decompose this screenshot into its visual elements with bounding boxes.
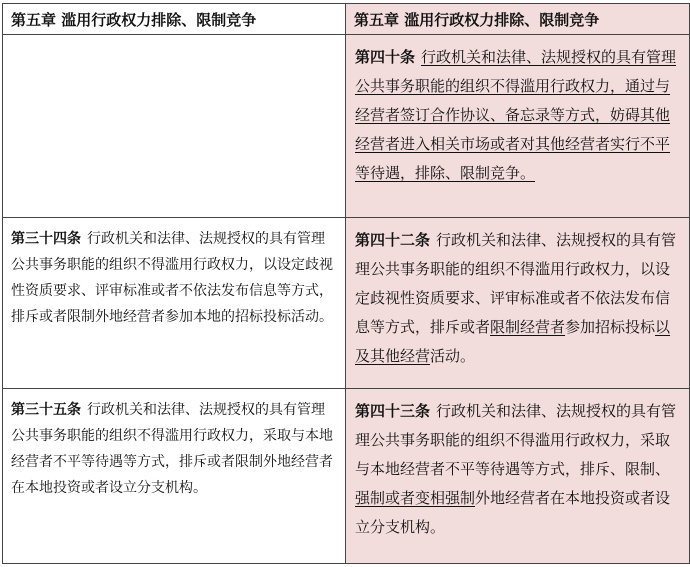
article-number: 第四十二条 <box>355 231 431 249</box>
header-cell-old <box>3 4 346 35</box>
new-article-cell <box>346 389 690 564</box>
table-row <box>3 389 690 564</box>
table-row <box>3 35 690 218</box>
chapter-title-new: 第五章 滥用行政权力排除、限制竞争 <box>354 11 600 29</box>
article-number: 第三十四条 <box>11 231 81 247</box>
article-text: 行政机关和法律、法规授权的具有管理公共事务职能的组织不得滥用行政权力，以设定歧视性资质要求、评审标准或者不依法发布信息等方式，排斥或者限制外地经营者参加本地的招标投标活动。 <box>11 231 333 325</box>
new-article-cell <box>346 218 690 389</box>
article-text-added: 以及其他经营 <box>355 318 671 365</box>
old-article-cell <box>3 35 346 218</box>
article-text: 外地经营者在本地投资或者设立分支机构。 <box>355 489 671 536</box>
table-row <box>3 218 690 389</box>
article-text: 参加招标投标 <box>565 318 656 336</box>
article-number: 第四十条 <box>355 48 416 66</box>
article-text: 活动。 <box>430 347 476 365</box>
article-text-added: 行政机关和法律、法规授权的具有管理公共事务职能的组织不得滥用行政权力，通过与经营者签订合作协议、备忘录等方式，妨碍其他经营者进入相关市场或者对其他经营者实行不平等待遇，排除、限制竞争。 <box>355 48 677 182</box>
new-article-cell <box>346 35 690 218</box>
old-article-cell <box>3 218 346 389</box>
article-number: 第三十五条 <box>11 402 81 418</box>
header-cell-new <box>346 4 690 35</box>
article-text: 行政机关和法律、法规授权的具有管理公共事务职能的组织不得滥用行政权力，采取与本地经营者不平等待遇等方式，排斥或者限制外地经营者在本地投资或者设立分支机构。 <box>11 402 333 496</box>
old-article-cell <box>3 389 346 564</box>
article-text-added: 强制或者变相强制 <box>355 489 476 507</box>
article-text: 行政机关和法律、法规授权的具有管理公共事务职能的组织不得滥用行政权力，采取与本地经营者不平等待遇等方式，排斥、限制、 <box>355 402 677 478</box>
comparison-table <box>2 3 690 564</box>
header-row <box>3 4 690 35</box>
chapter-title-old: 第五章 滥用行政权力排除、限制竞争 <box>11 11 257 29</box>
article-text-added: 限制经营者 <box>490 318 566 336</box>
article-text: 行政机关和法律、法规授权的具有管理公共事务职能的组织不得滥用行政权力，以设定歧视性资质要求、评审标准或者不依法发布信息等方式，排斥或者 <box>355 231 677 336</box>
article-number: 第四十三条 <box>355 402 431 420</box>
